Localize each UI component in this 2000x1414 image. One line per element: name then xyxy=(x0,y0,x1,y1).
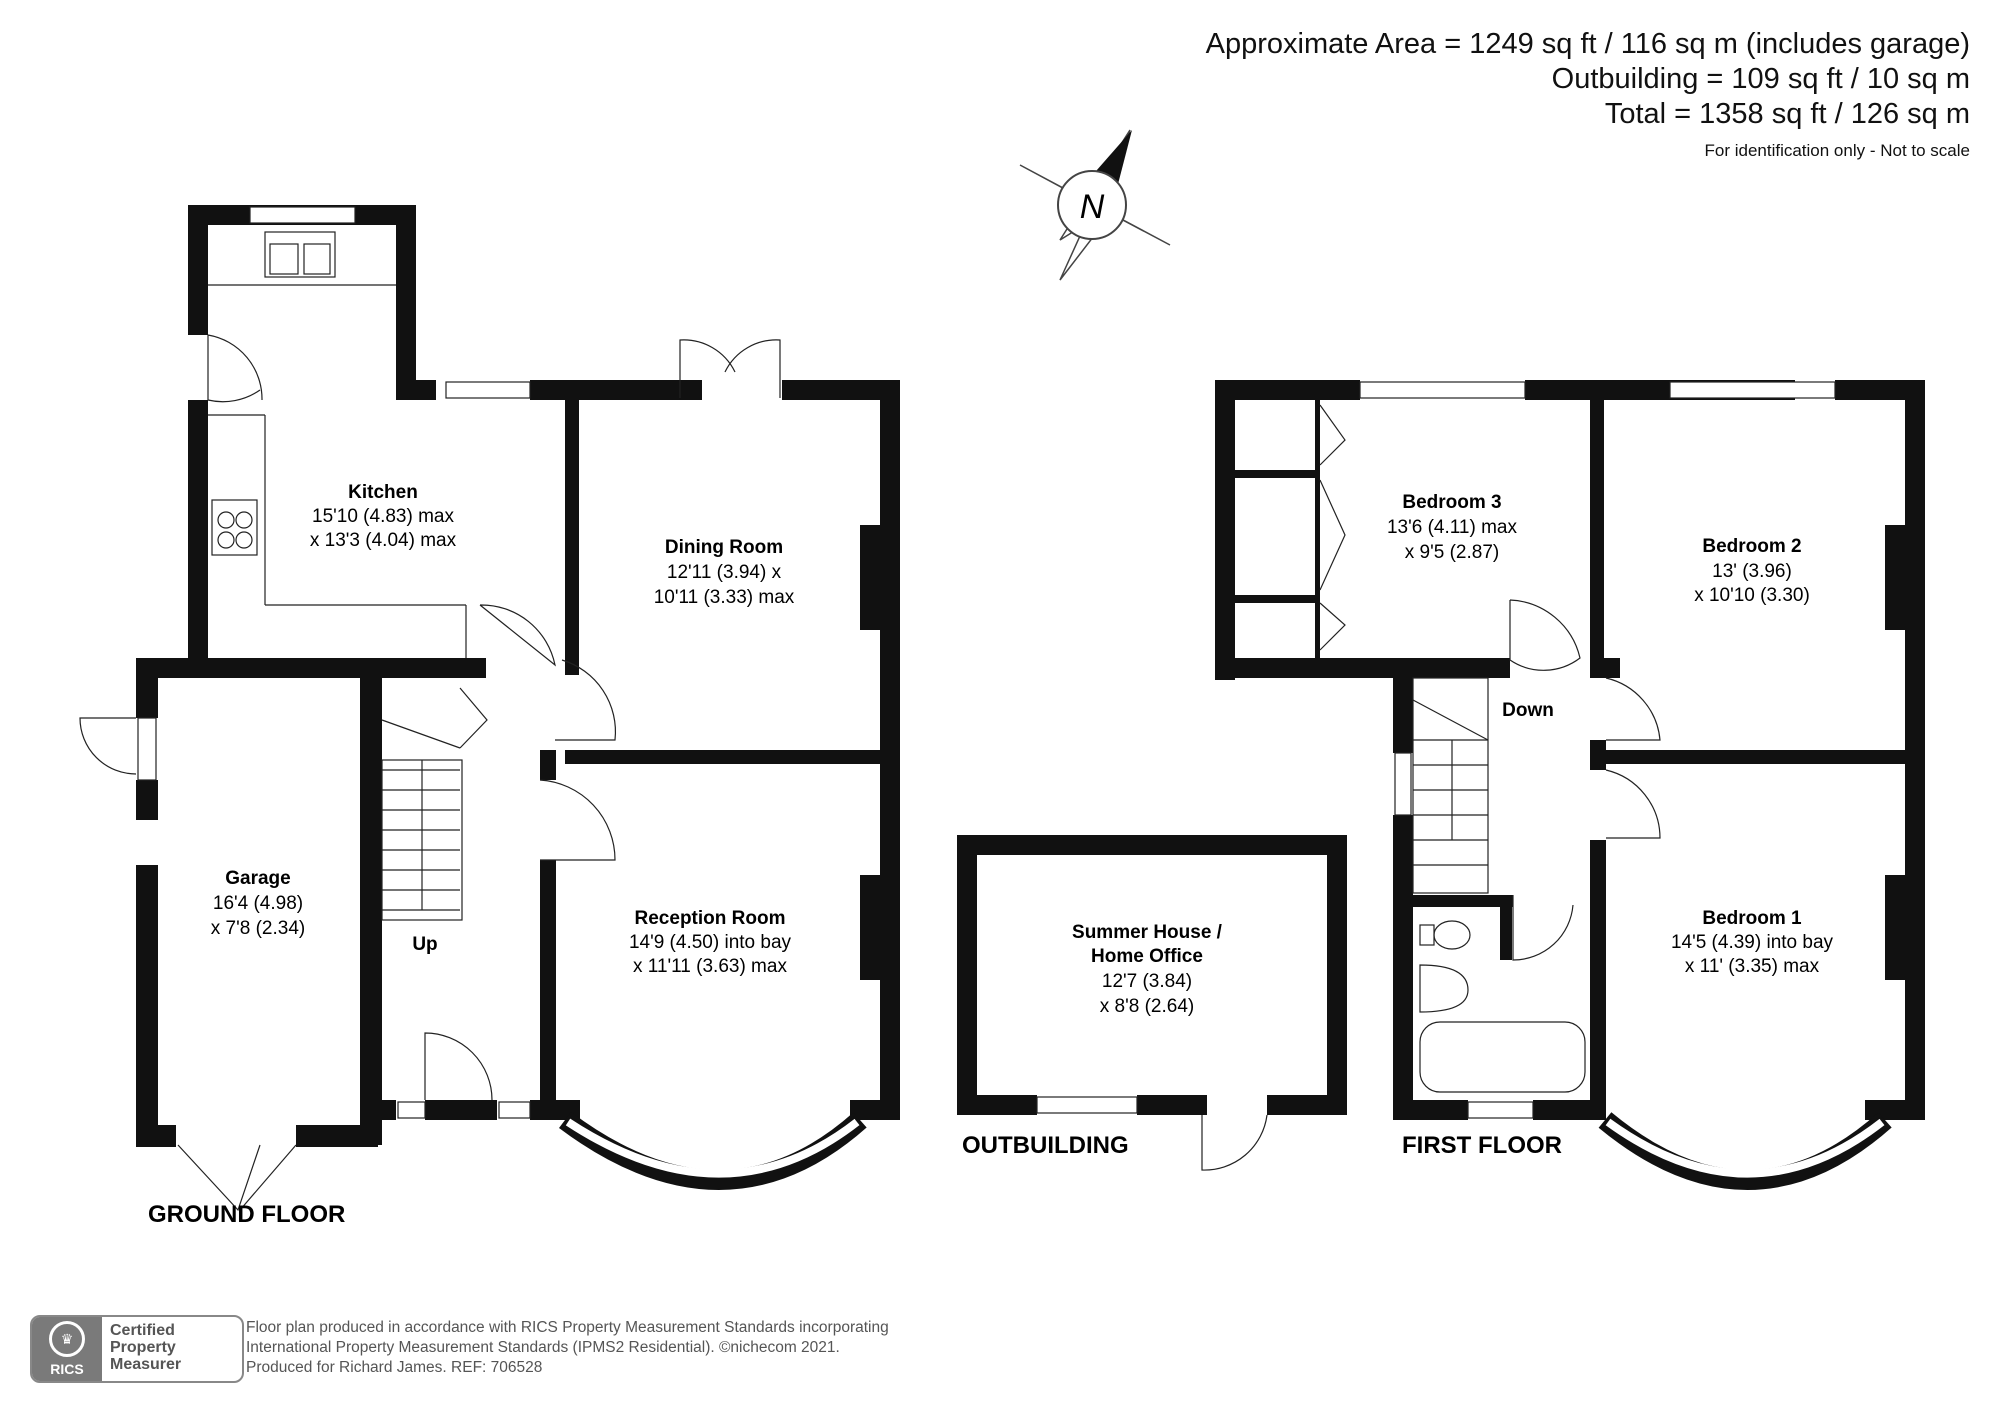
summer-house-dim1: 12'7 (3.84) xyxy=(1101,971,1193,992)
kitchen-dim1: 15'10 (4.83) max xyxy=(312,506,454,527)
footer-notes xyxy=(246,1318,889,1378)
ground-floor-walls xyxy=(136,205,900,1147)
ground-floor-doors xyxy=(80,335,780,1210)
summer-house-name-2: Home Office xyxy=(1091,946,1203,967)
ground-floor-label: GROUND FLOOR xyxy=(148,1201,346,1228)
bedroom2-dim2: x 10'10 (3.30) xyxy=(1694,585,1810,606)
outbuilding-label: OUTBUILDING xyxy=(962,1132,1129,1159)
bedroom3-dim2: x 9'5 (2.87) xyxy=(1404,542,1500,563)
reception-room-dim2: x 11'11 (3.63) max xyxy=(633,956,787,977)
bedroom3-dim1: 13'6 (4.11) max xyxy=(1386,517,1518,538)
approximate-area-text: Approximate Area = 1249 sq ft / 116 sq m (includes garage) xyxy=(1205,28,1970,60)
ground-stairs xyxy=(382,720,462,920)
stairs-up-label: Up xyxy=(412,934,438,955)
compass-icon xyxy=(1020,130,1170,280)
first-floor-stairs xyxy=(1413,678,1488,893)
garage-dim1: 16'4 (4.98) xyxy=(212,893,304,914)
footer-line-2: International Property Measurement Standards (IPMS2 Residential). ©nichecom 2021. xyxy=(246,1339,840,1356)
garage-dim2: x 7'8 (2.34) xyxy=(210,918,306,939)
bedroom3-name: Bedroom 3 xyxy=(1402,492,1502,513)
bedroom2-dim1: 13' (3.96) xyxy=(1712,561,1792,582)
footer-line-3: Produced for Richard James. REF: 706528 xyxy=(246,1359,543,1376)
garage-name: Garage xyxy=(225,868,291,889)
bedroom2-name: Bedroom 2 xyxy=(1702,536,1802,557)
bedroom1-bay-window xyxy=(1605,1120,1885,1180)
dining-room-dim2: 10'11 (3.33) max xyxy=(653,587,795,608)
kitchen-name: Kitchen xyxy=(348,482,418,503)
rics-logo-icon: ♛ RICS xyxy=(32,1317,102,1381)
reception-room-name: Reception Room xyxy=(634,908,786,929)
first-floor-label: FIRST FLOOR xyxy=(1402,1132,1562,1159)
first-floor-walls xyxy=(1215,380,1925,1120)
summer-house-dim2: x 8'8 (2.64) xyxy=(1099,996,1195,1017)
scale-note: For identification only - Not to scale xyxy=(1704,141,1970,160)
rics-certified-badge xyxy=(30,1315,244,1383)
badge-line-2: Property xyxy=(110,1339,176,1356)
rics-logo-text: RICS xyxy=(50,1361,84,1377)
outbuilding-area-text: Outbuilding = 109 sq ft / 10 sq m xyxy=(1551,63,1970,95)
stairs-down-label: Down xyxy=(1502,700,1554,721)
bedroom1-dim2: x 11' (3.35) max xyxy=(1684,956,1820,977)
kitchen-fittings xyxy=(208,232,466,658)
summer-house-name-1: Summer House / xyxy=(1072,922,1222,943)
badge-line-1: Certified xyxy=(110,1322,175,1339)
total-area-text: Total = 1358 sq ft / 126 sq m xyxy=(1604,98,1970,130)
badge-line-3: Measurer xyxy=(110,1356,182,1373)
reception-bay-window xyxy=(565,1120,860,1180)
bedroom1-name: Bedroom 1 xyxy=(1702,908,1802,929)
compass-letter: N xyxy=(1079,188,1105,226)
first-floor-doors xyxy=(1320,405,1660,960)
footer-line-1: Floor plan produced in accordance with RICS Property Measurement Standards incorporating xyxy=(246,1319,889,1336)
dining-room-dim1: 12'11 (3.94) x xyxy=(666,562,782,583)
reception-room-dim1: 14'9 (4.50) into bay xyxy=(628,932,792,953)
kitchen-dim2: x 13'3 (4.04) max xyxy=(309,530,457,551)
dining-room-name: Dining Room xyxy=(664,537,784,558)
bedroom1-dim1: 14'5 (4.39) into bay xyxy=(1670,932,1834,953)
